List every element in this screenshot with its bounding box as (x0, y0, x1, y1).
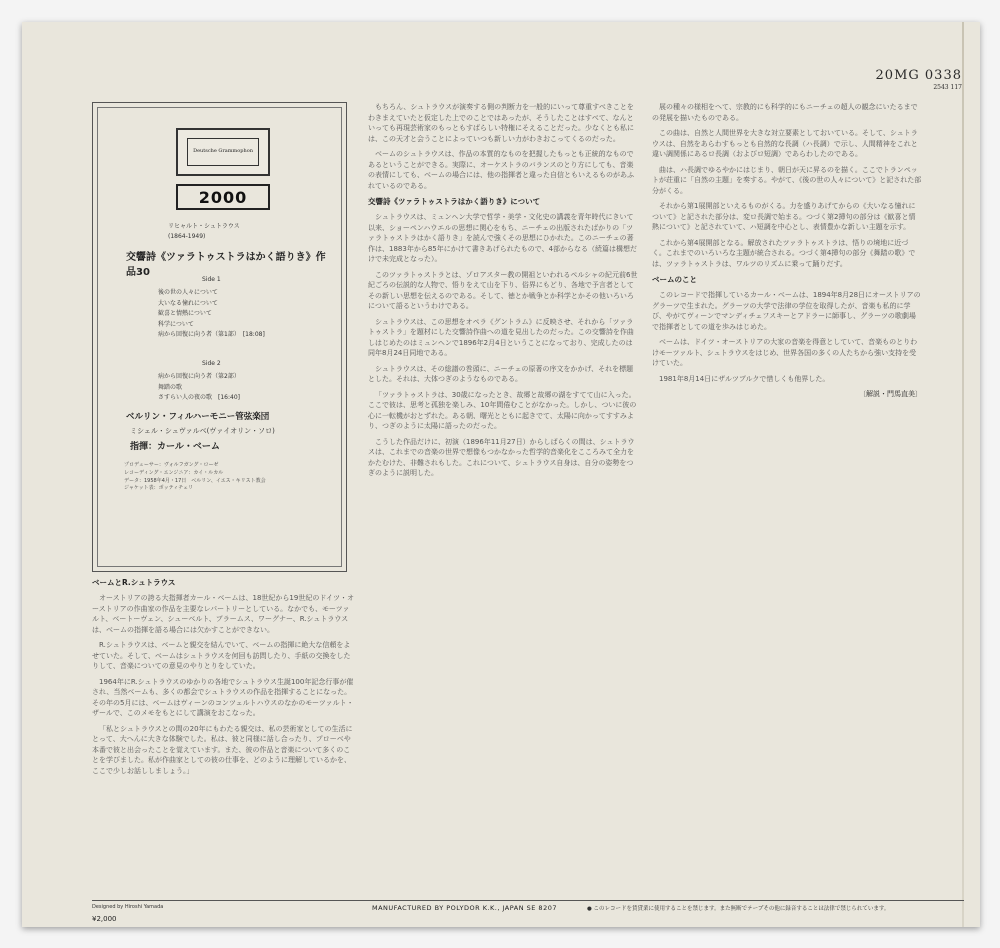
liner-notes-column-2 (368, 102, 638, 897)
album-info-inner-frame (97, 107, 342, 567)
record-sleeve-back (22, 22, 980, 927)
work-title: 交響詩《ツァラトゥストラはかく語りき》作品30 (126, 252, 326, 278)
side1-heading: Side 1 (202, 276, 221, 283)
manufacturer-line: MANUFACTURED BY POLYDOR K.K., JAPAN SE 8207 (372, 904, 557, 912)
paragraph: 「ツァラトゥストラは、30歳になったとき、故郷と故郷の湖をすてて山に入った。ここで彼は、思考と孤独を楽しみ、10年間倦むことがなかった。しかし、ついに彼の心に一転機がおとずれた。ある朝、曙光とともに起きでて、太陽に向かってすすみより、つぎのように太陽に語ったのだった。 (368, 390, 637, 431)
credit-line: レコーディング・エンジニア：カイ・ルカル (124, 469, 224, 476)
paragraph: シュトラウスは、その総譜の巻頭に、ニーチェの原著の序文をかかげ、それを標題とした。それは、大体つぎのようなものである。 (368, 364, 634, 384)
series-badge: 2000 (176, 184, 270, 210)
paragraph: シュトラウスは、ミュンヘン大学で哲学・美学・文化史の講義を青年時代にきいて以来、ショーペンハウエルの思想に関心をもち、ニーチェの出版されたばかりの「ツァラトゥストラはかく語りき」を読んで強くその思想にひかれた。このニーチェの著作は、1883年から85年にかけて書きあげられたもので、4部からなる（続篇は構想だけで未完成となった）。 (368, 213, 638, 264)
album-info-box (92, 102, 347, 572)
copyright-notice: ● このレコードを賃貸業に使用することを禁じます。また無断でテープその他に録音することは法律で禁じられています。 (587, 906, 890, 912)
conductor-name: 指揮：カール・ベーム (130, 442, 220, 452)
paragraph: それから第1展開部といえるものがくる。力を盛りあげてからの《大いなる憧れについて》と記された部分は、変ロ長調で始まる。つづく第2挿句の部分は《歓喜と情熱について》と記されていて、ハ短調を中心とし、表情豊かな新しい主題を示す。 (652, 202, 916, 231)
section-heading: ベームとR.シュトラウス (92, 578, 176, 587)
side2-tracklist (158, 372, 240, 404)
footer-divider (92, 900, 964, 901)
catalog-subnumber: 2543 117 (933, 84, 962, 91)
sleeve-edge (962, 22, 964, 927)
side1-tracklist (158, 288, 265, 341)
credit-line: データ：1958年4月・17日 ベルリン、イエス・キリスト教会 (124, 477, 266, 484)
catalog-number: 20MG 0338 (875, 68, 962, 83)
liner-notes-column-3 (652, 102, 922, 897)
label-logo (176, 128, 270, 176)
credit-line: ジャケット表：ボッティチェリ (124, 485, 194, 492)
composer-block (168, 222, 240, 241)
track-item: 舞踏の歌 (158, 383, 183, 391)
paragraph: もちろん、シュトラウスが演奏する側の判断力を一般的にいって尊重すべきことをわきまえていたと仮定した上でのことではあったが、そうしたことはすべて、なんといっても再現芸術家のもっともすばらしい特権にそえることだった。少なくとも私には、この天才と会うことによっていつも新しい力がわきおこってくるのだった。 (368, 103, 634, 143)
paragraph: R.シュトラウスは、ベームと親交を結んでいて、ベームの指揮に絶大な信頼をよせていた。そして、ベームはシュトラウスを何回も訪問したり、手紙の交換をしたりして、音楽についての意見のやりとりをしていた。 (92, 641, 351, 671)
paragraph: オーストリアの誇る大指揮者カール・ベームは、18世紀から19世紀のドイツ・オーストリアの作曲家の作品を主要なレパートリーとしている。なかでも、モーツァルト、ベートーヴェン、シューベルト、ブラームス、ワーグナー、R.シュトラウスは、ベームの指揮を語る場合には欠かすことができない。 (92, 594, 354, 634)
price-label: ¥2,000 (92, 915, 117, 923)
paragraph: このレコードで指揮しているカール・ベームは、1894年8月28日にオーストリアのグラーツで生まれた。グラーツの大学で法律の学位を取得したが、音楽も私的に学び、やがてヴィーンでマンディチェフスキーとアドラーに師事し、グラーツの歌劇場で指揮者としての道を歩みはじめた。 (652, 291, 921, 331)
catalog-number-block (876, 68, 962, 91)
section-heading: ベームのこと (652, 275, 697, 284)
track-item: 病から回復に向う者（第1部） [18:08] (158, 331, 265, 338)
track-item: 後の世の人々について (158, 289, 218, 296)
track-item: 大いなる憧れについて (158, 299, 218, 307)
composer-years: (1864-1949) (168, 232, 206, 240)
orchestra-name: ベルリン・フィルハーモニー管弦楽団 (126, 412, 270, 422)
paragraph: このツァラトゥストラとは、ゾロアスター教の開祖といわれるペルシャの紀元前6世紀ごろの伝説的な人物で、悟りをえて山を下り、俗界にもどり、各地で予言者としてその新しい思想を伝えるのである。そして、徳とか戦争とか科学とかその他いろいろについて語るというわけである。 (368, 270, 638, 311)
section-heading: 交響詩《ツァラトゥストラはかく語りき》について (368, 197, 541, 206)
soloist-name: ミシェル・シュヴァルベ(ヴァイオリン・ソロ) (130, 427, 275, 435)
paragraph: ベームは、ドイツ・オーストリアの大家の音楽を得意としていて、音楽ものとりわけモーツァルト、シュトラウスをはじめ、世界各国の多くの人たちから強い支持を受けていた。 (652, 338, 918, 368)
track-item: 歓喜と情熱について (158, 310, 212, 317)
paragraph: 1964年にR.シュトラウスのゆかりの各地でシュトラウス生誕100年記念行事が催され、当然ベームも、多くの都会でシュトラウスの作品を指揮することになった。その年の5月には、ベームはヴィーンのコンツェルトハウスのなかのモーツァルト・ザールで、このメモをもとにして講演をおこなった。 (92, 677, 354, 718)
author-signature: 〔解説・門馬直美〕 (859, 390, 922, 399)
paragraph: 曲は、ハ長調でゆるやかにはじまり、朝日が天に昇るのを描く。ここでトランペットが荘重に「自然の主題」を奏する。やがて、《後の世の人々について》と記された部分がくる。 (652, 165, 922, 195)
composer-name: リヒャルト・シュトラウス (168, 223, 240, 230)
paragraph: ベームのシュトラウスは、作品の本質的なものを把握したもっとも正統的なものであるということができる。実際に、オーケストラのバランスのとり方にしても、音楽の表情にしても、ベームの場合には、他の指揮者と違った自信ともいえるものがあふれているのである。 (368, 150, 634, 190)
track-item: 病から回復に向う者（第2部） (158, 373, 240, 380)
paragraph: これから第4展開部となる。解放されたツァラトゥストラは、悟りの境地に近づく。これまでのいろいろな主題が統合される。つづく第4挿句の部分《舞踏の歌》では、ツァラトゥストラは、ワルツのリズムに乗って踊りだす。 (652, 238, 916, 268)
paragraph: こうした作品だけに、初演（1896年11月27日）からしばらくの間は、シュトラウスは、これまでの音楽の世界で想像もつかなかった哲学的音楽化をこころみて全力をかたむけた、非難されもした。これについて、シュトラウス自身は、自分の姿勢をつぎのように説明した。 (368, 437, 635, 478)
paragraph: 展の種々の様相をへて、宗教的にも科学的にもニーチェの超人の観念にいたるまでの発展を描いたものである。 (652, 103, 918, 122)
paragraph: 「私とシュトラウスとの間の20年にもわたる親交は、私の芸術家としての生活にとって、大へんに大きな体験でした。私は、彼と同様に話し合ったり、プローベや本番で彼と出会ったことを覚えています。また、彼の作品と音楽について多くのことを学びました。私が作曲家としての彼の仕事を、どのように理解しているかを、ここで少しお話ししましょう。」 (92, 724, 353, 775)
production-credits (124, 462, 266, 493)
credit-line: プロデューサー：ヴォルフガング・ローゼ (124, 462, 219, 468)
track-item: さすらい人の夜の歌 [16:40] (158, 394, 240, 401)
designer-credit: Designed by Hiroshi Yamada (92, 904, 164, 910)
paragraph: この曲は、自然と人間世界を大きな対立要素としておいている。そして、シュトラウスは、自然をあらわすもっとも自然的な長調（ハ長調）で示し、人間精神をこれと違い調関係にあるロ長調（およびロ短調）であらわしたのである。 (652, 129, 918, 158)
side2-heading: Side 2 (202, 360, 221, 367)
paragraph: 1981年8月14日にザルツブルクで惜しくも他界した。 (659, 374, 830, 383)
paragraph: シュトラウスは、この思想をオペラ《グントラム》に反映させ、それから「ツァラトゥストラ」を題材にした交響詩作曲への道を見出したのだった。この交響詩を作曲しはじめたのはミュンヘンで1896年2月4日ということになっており、完成したのは同年8月24日同地である。 (368, 317, 634, 358)
liner-notes-column-1 (92, 577, 354, 897)
track-item: 科学について (158, 320, 194, 328)
label-logo-text: Deutsche Grammophon (187, 138, 259, 166)
